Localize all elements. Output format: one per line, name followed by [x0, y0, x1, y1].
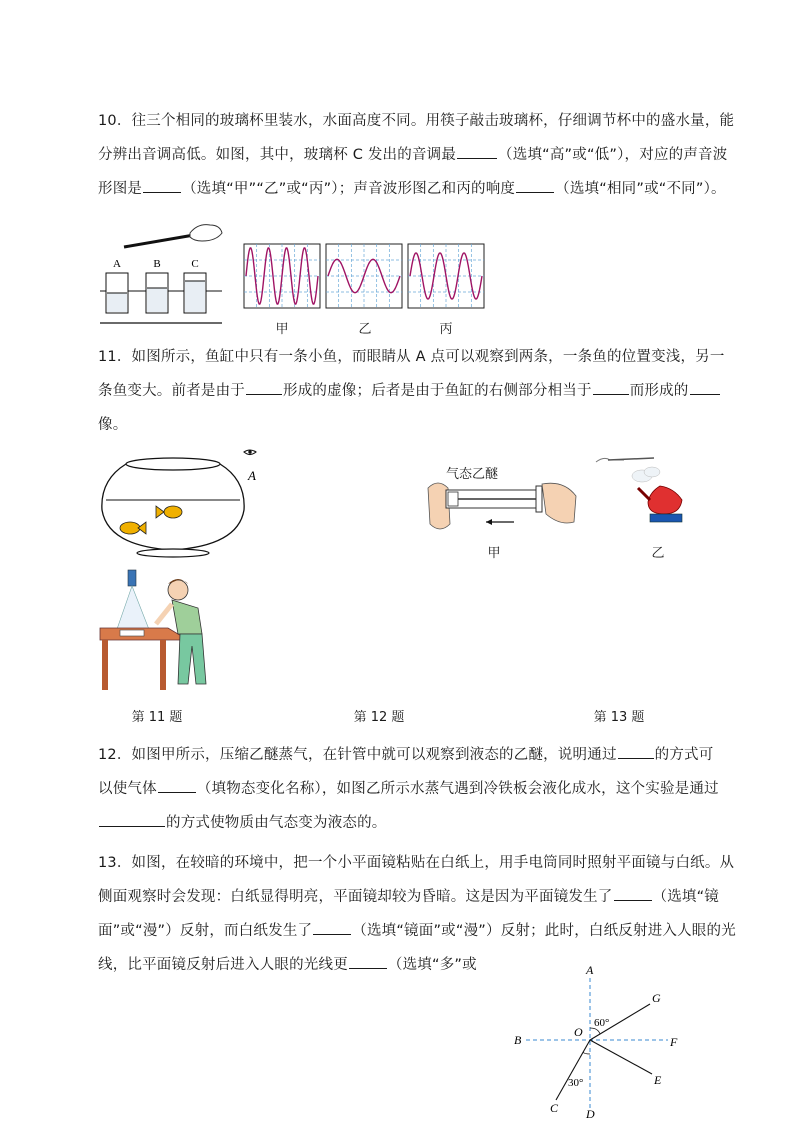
q13-text: 面”或“漫”）反射，而白纸发生了: [98, 923, 313, 939]
waveform-bing: [408, 244, 484, 308]
q11-text: 形成的虚像；后者是由于鱼缸的右侧部分相当于: [283, 383, 592, 399]
q11-blank-3[interactable]: [690, 378, 720, 395]
flashlight-icon: [128, 570, 136, 586]
point-b: B: [514, 1033, 522, 1047]
point-a: A: [586, 963, 594, 977]
q13-text: （选填“多”或: [387, 957, 477, 973]
q11-blank-2[interactable]: [593, 378, 629, 395]
point-c: C: [550, 1101, 559, 1115]
q13-text: 线，比平面镜反射后进入人眼的光线更: [98, 957, 348, 973]
glasses-figure: [98, 215, 238, 330]
q10-blank-2[interactable]: [143, 176, 181, 193]
question-10: [98, 104, 735, 206]
right-hand-icon: [542, 483, 576, 523]
angle-30: 30°: [568, 1077, 584, 1089]
q11-blank-1[interactable]: [246, 378, 282, 395]
q10-line-2: [98, 138, 728, 172]
caption-q11: 第 11 题: [131, 710, 183, 725]
q12-text: 的方式使物质由气态变为液态的。: [166, 815, 387, 831]
fish-icon: [156, 506, 182, 518]
glass-b: [146, 273, 168, 313]
q13-blank-1[interactable]: [614, 884, 652, 901]
point-o: O: [574, 1025, 583, 1039]
q12-line-1: [98, 738, 714, 772]
glass-c: [184, 273, 206, 313]
q13-line-3: [98, 914, 736, 948]
q12-line-2: [98, 772, 719, 806]
ray-oc: [556, 1040, 590, 1100]
q11-text: 而形成的: [629, 383, 689, 399]
fish-icon: [120, 522, 146, 534]
q12-blank-1[interactable]: [618, 742, 654, 759]
q13-blank-2[interactable]: [313, 918, 351, 935]
q12-text: （填物态变化名称），如图乙所示水蒸气遇到冷铁板会液化成水，这个实验是通过: [196, 781, 719, 797]
q13-line-1: 13．如图，在较暗的环境中，把一个小平面镜粘贴在白纸上，用手电筒同时照射平面镜与白纸。从: [98, 855, 735, 871]
q10-blank-3[interactable]: [516, 176, 554, 193]
q10-text: 分辨出音调高低。如图，其中，玻璃杯 C 发出的音调最: [98, 147, 457, 163]
ray-oe: [590, 1040, 652, 1074]
q12-blank-3[interactable]: [99, 810, 165, 827]
fishbowl-figure: [98, 450, 268, 565]
q11-line-3: 像。: [98, 417, 128, 433]
q10-text: （选填“甲”“乙”或“丙”）；声音波形图乙和丙的响度: [182, 181, 516, 197]
wave-label-jia: 甲: [275, 322, 289, 337]
ray-angle-diagram: [510, 960, 690, 1120]
wave-label-yi: 乙: [358, 322, 372, 337]
q12-text: 的方式可: [654, 747, 714, 763]
eye-icon: [244, 450, 256, 455]
question-12: [98, 738, 719, 840]
point-g: G: [652, 991, 661, 1005]
point-e: E: [654, 1073, 662, 1087]
waveform-yi: [326, 244, 402, 308]
glass-label-b: B: [153, 258, 161, 270]
waveform-figure: [244, 244, 486, 310]
chopstick: [124, 235, 194, 247]
glass-label-c: C: [191, 258, 199, 270]
q12-blank-2[interactable]: [158, 776, 196, 793]
q12-text: 以使气体: [98, 781, 157, 797]
q13-text: 侧面观察时会发现：白纸显得明亮，平面镜却较为昏暗。这是因为平面镜发生了: [98, 889, 613, 905]
point-f: F: [670, 1035, 678, 1049]
question-11: [98, 340, 725, 442]
caption-q13: 第 13 题: [593, 710, 645, 725]
glass-a: [106, 273, 128, 313]
q11-line-1: 11．如图所示，鱼缸中只有一条小鱼，而眼睛从 A 点可以观察到两条，一条鱼的位置变浅，另一: [98, 349, 725, 365]
glass-label-a: A: [113, 258, 121, 270]
syringe-label-jia: 甲: [487, 546, 501, 561]
q10-line-3: [98, 172, 726, 206]
kettle-label-yi: 乙: [651, 546, 665, 561]
kettle-figure: [594, 452, 684, 532]
q13-blank-3[interactable]: [349, 952, 387, 969]
angle-60: 60°: [594, 1017, 610, 1029]
q11-text: 条鱼变大。前者是由于: [98, 383, 245, 399]
flashlight-boy-figure: [98, 568, 218, 693]
q10-text: （选填“相同”或“不同”）。: [555, 181, 726, 197]
q12-line-3: [98, 806, 698, 840]
kettle-icon: [648, 486, 682, 514]
q13-text: （选填“镜: [652, 889, 720, 905]
q10-text: 形图是: [98, 181, 143, 197]
iron-plate: [608, 458, 654, 460]
wave-label-bing: 丙: [439, 322, 453, 337]
syringe-label: 气态乙醚: [446, 467, 499, 482]
q11-line-2: [98, 374, 698, 408]
point-d: D: [586, 1107, 595, 1121]
hand-icon: [190, 225, 222, 241]
q10-line-1: 10．往三个相同的玻璃杯里装水，水面高度不同。用筷子敲击玻璃杯，仔细调节杯中的盛水量，能: [98, 113, 735, 129]
q12-text: 12．如图甲所示，压缩乙醚蒸气，在针管中就可以观察到液态的乙醚，说明通过: [98, 747, 617, 763]
eye-label-a: A: [248, 468, 256, 483]
q10-blank-1[interactable]: [457, 142, 497, 159]
waveform-jia: [244, 244, 320, 308]
q13-text: （选填“镜面”或“漫”）反射；此时，白纸反射进入人眼的光: [352, 923, 736, 939]
syringe-figure: [424, 478, 584, 538]
stove-icon: [650, 514, 682, 522]
q13-line-2: [98, 880, 720, 914]
caption-q12: 第 12 题: [353, 710, 405, 725]
q10-text: （选填“高”或“低”），对应的声音波: [498, 147, 728, 163]
